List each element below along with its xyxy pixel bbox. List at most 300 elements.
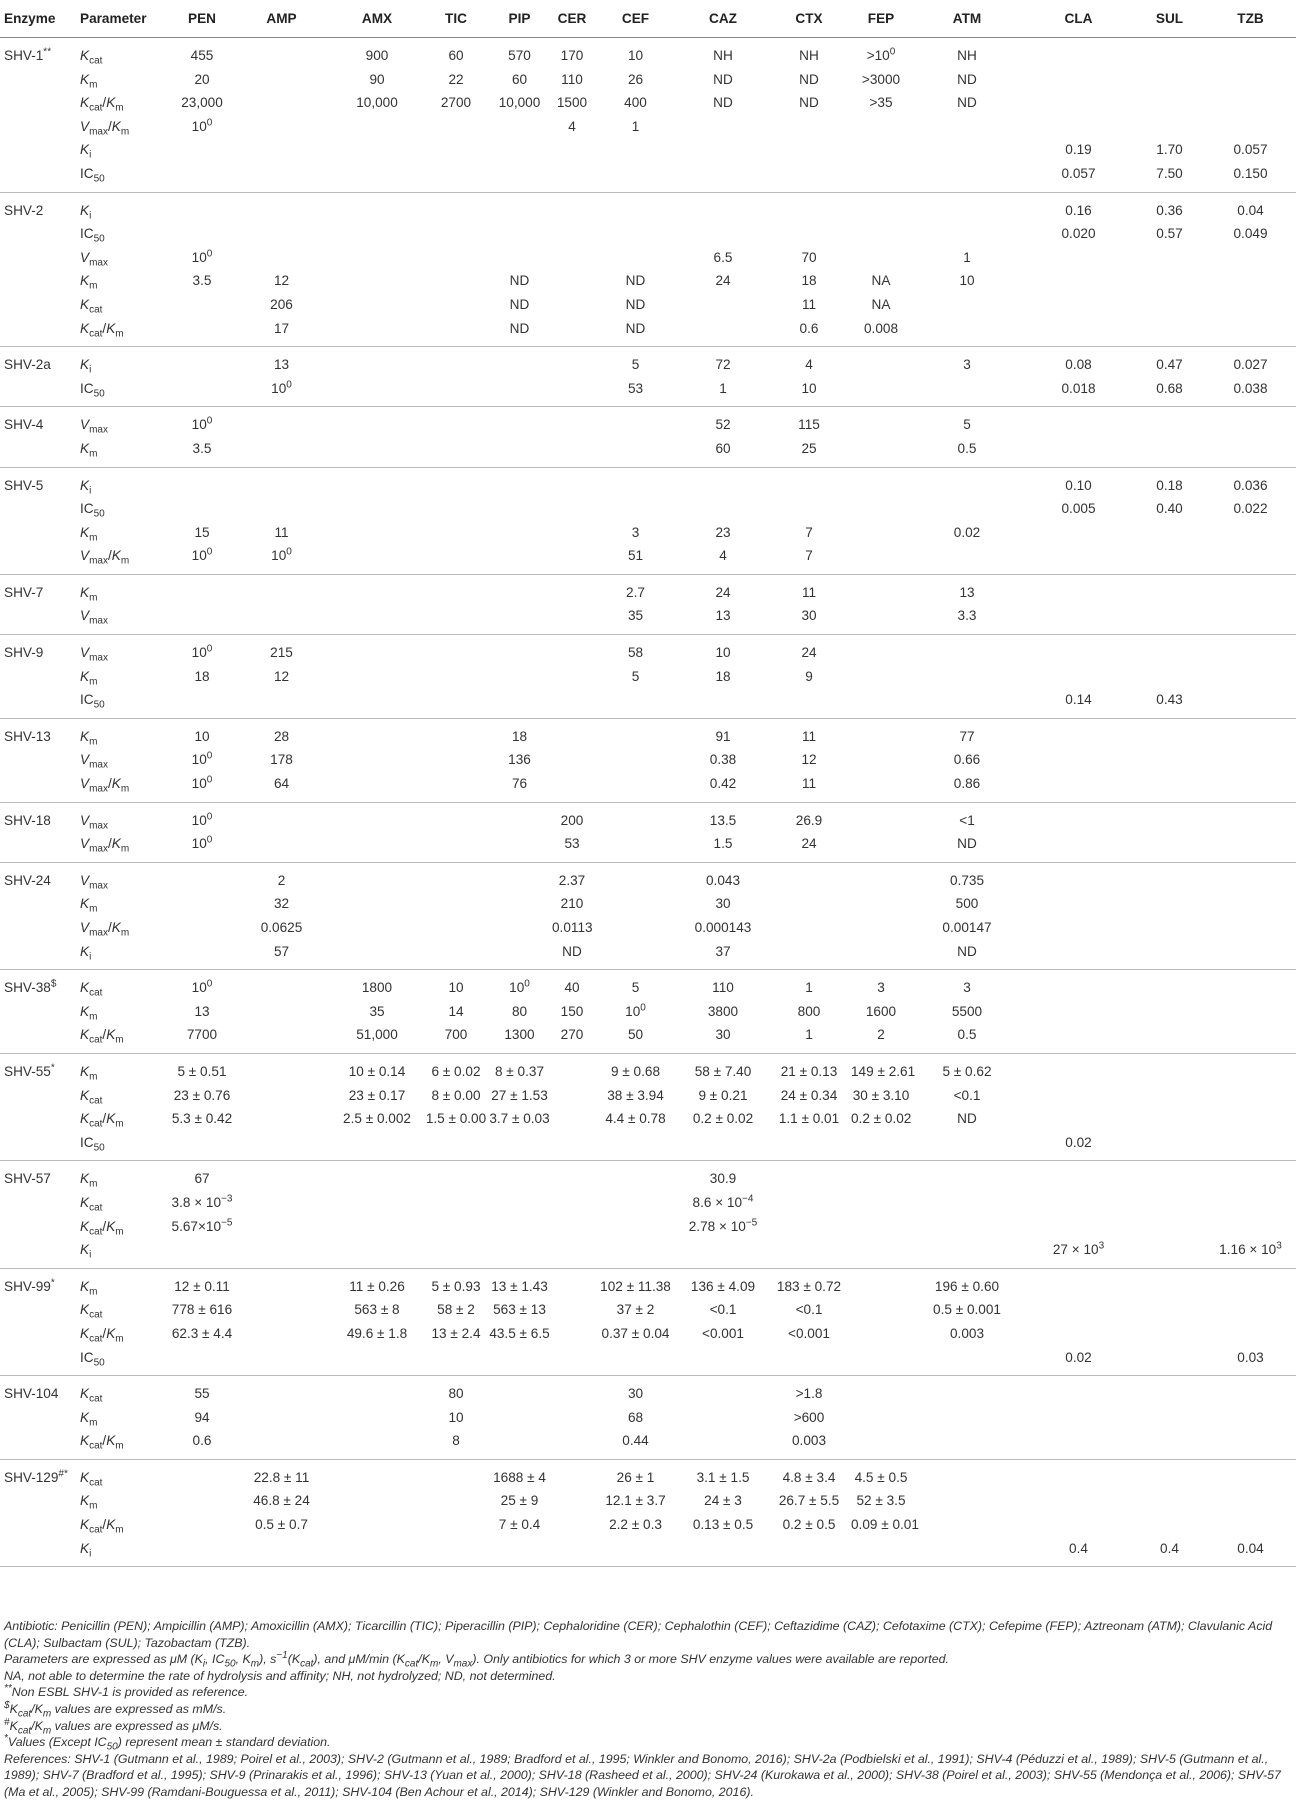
table-cell	[329, 1346, 425, 1376]
table-cell: 700	[444, 1027, 468, 1043]
table-cell	[592, 862, 679, 892]
table-cell	[234, 574, 329, 604]
table-cell	[1023, 246, 1134, 270]
table-cell: 1.5	[713, 836, 733, 852]
table-cell	[329, 1537, 425, 1567]
table-cell: 12.1 ± 3.7	[605, 1493, 666, 1509]
enzyme-group	[0, 1376, 1296, 1460]
table-cell	[1205, 1191, 1296, 1215]
table-cell: 38 ± 3.94	[607, 1087, 664, 1103]
table-cell	[552, 1322, 592, 1346]
table-cell: 7	[805, 548, 813, 564]
table-cell	[1205, 1513, 1296, 1537]
enzyme-group	[0, 718, 1296, 802]
table-row	[0, 1406, 1296, 1430]
table-cell: 0.000143	[694, 920, 752, 935]
table-cell	[851, 115, 911, 139]
table-cell	[1134, 1513, 1205, 1537]
table-cell: 30.9	[709, 1171, 737, 1187]
table-cell	[329, 1429, 425, 1459]
table-cell: ND	[799, 95, 819, 111]
table-cell: 0.04	[1237, 202, 1264, 218]
parameter-name: $V_{max}/K_m$	[80, 836, 130, 855]
table-footnotes	[4, 1618, 1292, 1801]
table-cell: 500	[955, 896, 979, 912]
table-cell	[851, 1268, 911, 1298]
enzyme-group	[0, 347, 1296, 407]
table-row	[0, 407, 1296, 437]
parameter-name: $V_{max}/K_m$	[80, 920, 130, 939]
table-row	[0, 832, 1296, 862]
table-cell	[170, 1346, 234, 1376]
table-cell	[911, 1513, 1023, 1537]
table-cell: 13 ± 2.4	[431, 1325, 481, 1341]
table-cell	[1205, 1376, 1296, 1406]
table-cell	[329, 604, 425, 634]
table-cell	[170, 1513, 234, 1537]
table-cell	[851, 521, 911, 545]
table-cell: 455	[190, 48, 214, 63]
table-cell: 26 ± 1	[616, 1469, 655, 1485]
table-cell	[1023, 1053, 1134, 1083]
table-cell	[851, 1215, 911, 1239]
table-cell	[679, 1376, 767, 1406]
table-cell: 5 ± 0.51	[177, 1063, 227, 1079]
table-cell: 0.043	[705, 872, 741, 888]
table-cell	[1023, 862, 1134, 892]
table-cell	[592, 407, 679, 437]
table-cell	[234, 162, 329, 192]
table-cell	[592, 1191, 679, 1215]
column-header: FEP	[867, 10, 895, 26]
table-cell	[329, 940, 425, 970]
table-cell	[851, 407, 911, 437]
footnote: **Non ESBL SHV-1 is provided as reference.	[4, 1683, 249, 1700]
table-cell	[1023, 772, 1134, 802]
table-cell: 0.16	[1065, 202, 1092, 218]
table-cell	[911, 115, 1023, 139]
table-cell	[234, 1406, 329, 1430]
table-cell	[1205, 544, 1296, 574]
table-cell: 30	[715, 1027, 731, 1043]
table-cell: $>10^0$	[866, 46, 896, 63]
table-cell: 10	[448, 980, 464, 996]
parameter-name: $V_{max}/K_m$	[80, 118, 130, 138]
table-cell: 178	[270, 752, 293, 768]
table-cell	[1205, 68, 1296, 92]
table-cell: 62.3 ± 4.4	[171, 1325, 233, 1341]
parameter-name: $K_m$	[80, 728, 98, 748]
table-cell	[552, 467, 592, 497]
table-cell	[329, 1459, 425, 1489]
column-header: Parameter	[80, 10, 147, 26]
table-cell: 6 ± 0.02	[431, 1063, 481, 1079]
table-cell	[767, 115, 851, 139]
table-cell: ND	[509, 273, 530, 289]
table-cell	[425, 222, 487, 246]
enzyme-group	[0, 192, 1296, 347]
parameter-name: $K_{cat}/K_m$	[80, 320, 124, 340]
table-cell: 0.04	[1237, 1540, 1264, 1556]
table-cell	[911, 665, 1023, 689]
table-cell	[1023, 437, 1134, 467]
table-cell	[911, 1406, 1023, 1430]
table-cell	[329, 574, 425, 604]
table-cell	[1023, 1513, 1134, 1537]
table-cell	[487, 115, 552, 139]
table-cell	[1205, 862, 1296, 892]
table-cell: 1300	[504, 1027, 535, 1043]
table-cell	[851, 665, 911, 689]
enzyme-group	[0, 970, 1296, 1054]
column-header: TZB	[1237, 10, 1264, 26]
table-cell: 51	[627, 548, 644, 564]
table-cell	[1205, 407, 1296, 437]
table-cell	[329, 748, 425, 772]
table-cell	[1134, 293, 1205, 317]
table-cell: $3.8 \times 10^{-3}$	[171, 1193, 233, 1210]
footnote: $^{\#}K_{cat}/K_m$ values are expressed as μM/s.	[4, 1716, 223, 1737]
table-row	[0, 1084, 1296, 1108]
table-cell	[329, 718, 425, 748]
table-cell	[487, 665, 552, 689]
table-cell: 570	[508, 48, 531, 63]
table-cell	[425, 892, 487, 916]
table-cell	[911, 1346, 1023, 1376]
table-cell: ND	[625, 320, 646, 336]
table-cell: $10^0$	[271, 379, 292, 396]
table-row	[0, 748, 1296, 772]
table-cell	[679, 293, 767, 317]
table-cell	[487, 862, 552, 892]
parameter-name: $K_i$	[80, 943, 92, 963]
table-cell	[425, 467, 487, 497]
table-cell: 900	[365, 48, 389, 63]
table-cell: $10^0$	[191, 978, 213, 996]
column-header: AMP	[266, 10, 297, 26]
table-cell	[1134, 970, 1205, 1000]
table-cell	[851, 1238, 911, 1268]
table-cell	[1134, 68, 1205, 92]
table-cell: 0.008	[863, 320, 899, 336]
table-cell: 4	[568, 118, 576, 134]
parameter-name: $K_m$	[80, 1003, 98, 1023]
table-cell	[1023, 718, 1134, 748]
parameter-name: $K_m$	[80, 524, 98, 544]
table-cell: 49.6 ± 1.8	[346, 1325, 408, 1341]
table-cell	[767, 1215, 851, 1239]
table-cell	[1205, 1268, 1296, 1298]
table-cell	[329, 521, 425, 545]
table-cell: 37	[715, 943, 731, 959]
table-cell	[425, 832, 487, 862]
table-cell: 13.5	[709, 812, 737, 828]
table-cell	[234, 38, 329, 68]
table-cell: 0.37 ± 0.04	[601, 1325, 670, 1341]
table-cell: 800	[797, 1003, 821, 1019]
table-cell: <0.001	[702, 1325, 744, 1341]
table-cell	[592, 688, 679, 718]
table-cell: 136	[508, 752, 531, 768]
table-cell: 0.4	[1160, 1540, 1179, 1556]
table-cell	[170, 467, 234, 497]
table-cell	[1205, 832, 1296, 862]
table-row	[0, 1489, 1296, 1513]
table-row	[0, 467, 1296, 497]
table-cell	[234, 1084, 329, 1108]
parameter-name: $K_{cat}/K_m$	[80, 1111, 124, 1130]
table-cell	[911, 688, 1023, 718]
table-cell	[1134, 246, 1205, 270]
table-cell: 0.735	[949, 872, 985, 888]
table-cell: 91	[715, 728, 731, 744]
table-cell	[592, 1215, 679, 1239]
table-cell	[487, 222, 552, 246]
table-cell: 11	[801, 584, 817, 600]
table-cell: 25 ± 9	[500, 1493, 539, 1509]
enzyme-name	[0, 246, 78, 270]
table-cell: >3000	[861, 71, 901, 87]
table-row	[0, 192, 1296, 222]
table-cell	[851, 1429, 911, 1459]
table-cell: $8.6 \times 10^{-4}$	[692, 1193, 754, 1210]
table-cell	[552, 162, 592, 192]
table-cell: 0.13 ± 0.5	[692, 1517, 754, 1533]
enzyme-name	[0, 1346, 78, 1376]
table-cell	[679, 1537, 767, 1567]
table-cell: 0.057	[1061, 165, 1096, 181]
table-cell: ND	[957, 71, 977, 87]
table-cell	[1134, 1268, 1205, 1298]
table-cell: $10^0$	[191, 117, 213, 134]
parameter-name: $V_{max}$	[80, 608, 108, 628]
table-cell: 0.44	[622, 1433, 649, 1449]
table-cell	[487, 1376, 552, 1406]
table-cell	[1205, 1107, 1296, 1131]
table-cell: 5	[631, 357, 640, 373]
table-cell	[1023, 1376, 1134, 1406]
table-cell	[851, 1376, 911, 1406]
table-cell	[170, 862, 234, 892]
table-cell: $2.78 \times 10^{-5}$	[688, 1217, 758, 1234]
enzyme-name: SHV-9	[4, 645, 44, 661]
enzyme-name	[0, 1023, 78, 1053]
table-cell	[679, 1346, 767, 1376]
table-cell	[592, 916, 679, 940]
enzyme-name	[0, 377, 78, 407]
table-cell: 1800	[361, 980, 393, 996]
table-cell	[425, 497, 487, 521]
table-cell	[1205, 317, 1296, 347]
table-cell	[170, 377, 234, 407]
table-cell	[851, 1537, 911, 1567]
table-cell	[329, 1191, 425, 1215]
table-cell	[1023, 1406, 1134, 1430]
table-cell: 30	[715, 896, 731, 912]
table-cell	[425, 138, 487, 162]
table-cell	[329, 347, 425, 377]
table-cell	[767, 1346, 851, 1376]
table-cell: 1	[805, 1027, 813, 1043]
table-cell	[234, 222, 329, 246]
table-cell	[1023, 115, 1134, 139]
table-cell: 7	[805, 524, 813, 540]
table-row	[0, 246, 1296, 270]
table-cell	[552, 1537, 592, 1567]
table-cell: 215	[270, 645, 293, 661]
table-cell: 1.70	[1156, 142, 1183, 158]
table-cell	[851, 467, 911, 497]
table-cell: 68	[627, 1409, 644, 1425]
table-cell	[1134, 1053, 1205, 1083]
table-cell	[425, 407, 487, 437]
table-cell: 149 ± 2.61	[851, 1063, 916, 1079]
table-cell: $10^0$	[191, 248, 213, 265]
table-cell: 26.9	[795, 812, 823, 828]
table-cell: 3	[631, 524, 640, 540]
table-cell	[851, 892, 911, 916]
table-cell	[679, 1406, 767, 1430]
table-cell: 3.1 ± 1.5	[696, 1469, 750, 1485]
table-cell	[487, 437, 552, 467]
table-cell: 14	[448, 1003, 464, 1019]
table-cell	[767, 138, 851, 162]
table-cell	[679, 138, 767, 162]
table-cell: ND	[625, 296, 646, 312]
table-cell: 0.003	[949, 1325, 985, 1341]
table-cell: 0.14	[1065, 692, 1092, 708]
footnote: Parameters are expressed as μM ($K_i$, $IC_{50}$, $K_m$), $s^{-1}(K_{cat})$, and μM/min ($K_{cat}/K_m$, $V_{max}$). Only antibiotics for which 3 or more SHV enzyme values were available are reported.	[4, 1650, 949, 1670]
enzyme-name	[0, 832, 78, 862]
table-cell	[1134, 862, 1205, 892]
table-cell	[911, 377, 1023, 407]
table-cell	[679, 192, 767, 222]
table-cell: 183 ± 0.72	[776, 1278, 842, 1294]
table-cell	[1023, 1489, 1134, 1513]
table-cell	[329, 162, 425, 192]
table-cell: 0.038	[1233, 380, 1268, 396]
table-row	[0, 347, 1296, 377]
table-cell	[1023, 802, 1134, 832]
table-cell: 0.42	[709, 776, 737, 792]
column-header: CLA	[1064, 10, 1093, 26]
table-cell	[592, 246, 679, 270]
table-cell: 26.7 ± 5.5	[778, 1493, 840, 1509]
table-cell	[1134, 115, 1205, 139]
table-cell: 2.7	[626, 584, 645, 600]
table-row	[0, 1322, 1296, 1346]
table-cell: 0.18	[1156, 477, 1183, 493]
table-cell: 13	[273, 357, 290, 373]
table-cell: NA	[871, 296, 891, 312]
table-row	[0, 38, 1296, 68]
parameter-name: $K_m$	[80, 668, 98, 688]
table-cell: 50	[627, 1027, 644, 1043]
enzyme-name	[0, 772, 78, 802]
parameter-name: $K_{cat}/K_m$	[80, 1517, 124, 1536]
table-cell	[1205, 437, 1296, 467]
table-cell	[552, 688, 592, 718]
table-cell	[1023, 1298, 1134, 1322]
table-cell: 24	[801, 645, 817, 661]
parameter-name: $K_{cat}$	[80, 1386, 103, 1405]
table-cell	[767, 1238, 851, 1268]
table-cell	[1023, 1161, 1134, 1191]
table-cell	[487, 1429, 552, 1459]
table-cell	[425, 192, 487, 222]
table-cell: NH	[713, 48, 733, 63]
table-cell	[1134, 892, 1205, 916]
table-cell: ND	[957, 836, 977, 852]
table-cell: 3	[877, 980, 885, 996]
table-cell	[679, 115, 767, 139]
table-cell	[234, 407, 329, 437]
enzyme-group	[0, 802, 1296, 862]
table-cell: 13	[715, 608, 731, 624]
table-cell: 80	[448, 1386, 464, 1402]
table-cell: 10	[194, 728, 210, 744]
table-cell: 0.027	[1233, 357, 1268, 373]
table-cell	[487, 162, 552, 192]
table-cell	[329, 1489, 425, 1513]
table-cell	[1205, 1429, 1296, 1459]
table-cell	[487, 802, 552, 832]
table-row	[0, 68, 1296, 92]
table-cell: 17	[273, 320, 290, 336]
table-cell: ND	[509, 296, 530, 312]
table-cell: $10^0$	[191, 811, 213, 828]
table-cell	[1023, 544, 1134, 574]
table-cell	[329, 377, 425, 407]
table-cell	[234, 1131, 329, 1161]
table-cell: 0.020	[1061, 226, 1096, 242]
table-cell	[425, 1238, 487, 1268]
table-cell	[1205, 1489, 1296, 1513]
table-cell: 0.09 ± 0.01	[851, 1517, 919, 1533]
table-cell	[911, 544, 1023, 574]
table-cell: 10	[801, 380, 817, 396]
table-cell: 0.43	[1156, 692, 1183, 708]
enzyme-name	[0, 437, 78, 467]
table-cell: 778 ± 616	[171, 1302, 233, 1318]
table-row	[0, 1298, 1296, 1322]
table-cell	[911, 293, 1023, 317]
table-cell	[1023, 635, 1134, 665]
column-header: Enzyme	[4, 10, 56, 26]
enzyme-name	[0, 1107, 78, 1131]
table-cell: 60	[715, 440, 731, 456]
table-cell: 270	[560, 1027, 584, 1043]
table-cell	[679, 688, 767, 718]
table-cell	[552, 246, 592, 270]
table-row	[0, 1238, 1296, 1268]
table-cell: 10 ± 0.14	[348, 1063, 406, 1079]
table-cell: 70	[801, 249, 817, 265]
table-cell	[234, 1322, 329, 1346]
parameter-name: $K_m$	[80, 1493, 98, 1513]
enzyme-name: SHV-38$	[4, 978, 57, 996]
table-cell	[329, 115, 425, 139]
enzyme-name	[0, 748, 78, 772]
table-cell	[1205, 293, 1296, 317]
table-cell	[170, 574, 234, 604]
table-cell	[679, 222, 767, 246]
table-cell	[234, 604, 329, 634]
table-cell	[234, 1161, 329, 1191]
table-cell: 0.2 ± 0.02	[851, 1111, 912, 1127]
table-cell	[911, 1131, 1023, 1161]
table-cell	[234, 1268, 329, 1298]
